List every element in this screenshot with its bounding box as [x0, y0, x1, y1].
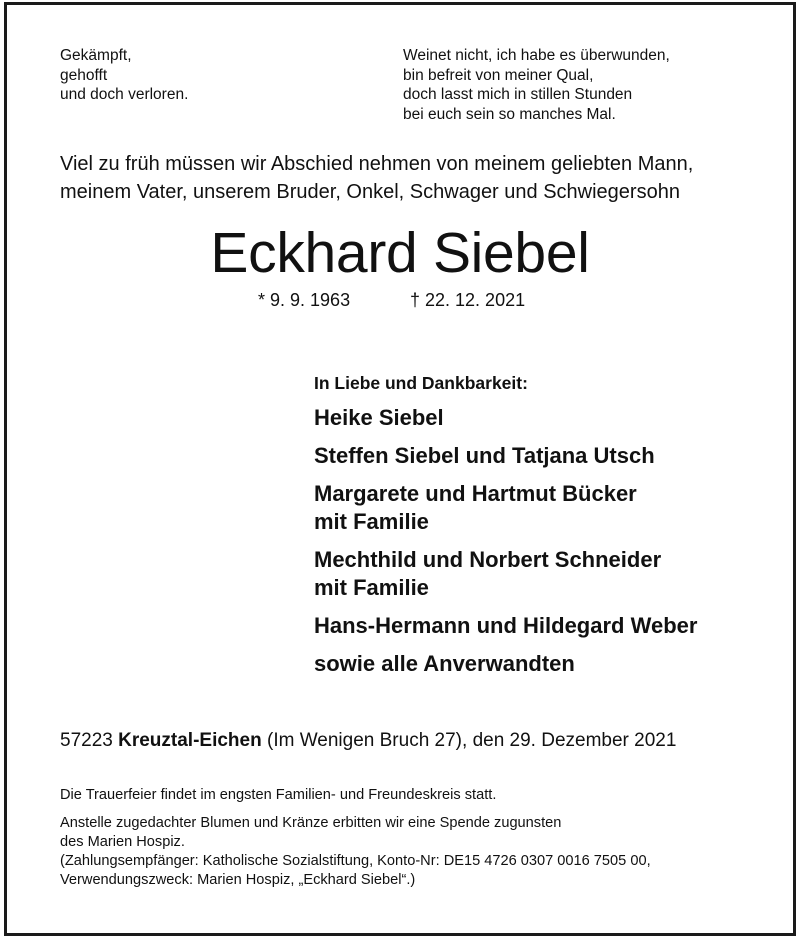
intro-line: Viel zu früh müssen wir Abschied nehmen von meinem geliebten Mann, — [60, 153, 694, 175]
death-date: † 22. 12. 2021 — [410, 290, 526, 310]
mourner-entry — [314, 612, 784, 640]
deceased-name: Eckhard Siebel — [210, 221, 590, 285]
mourner-line: sowie alle Anverwandten — [314, 651, 575, 676]
mourners-heading: In Liebe und Dankbarkeit: — [314, 373, 528, 393]
mourner-line: Heike Siebel — [314, 405, 444, 430]
mourner-line: mit Familie — [314, 575, 429, 600]
birth-date: * 9. 9. 1963 — [258, 290, 351, 310]
donation-line: Anstelle zugedachter Blumen und Kränze erbitten wir eine Spende zugunsten — [60, 815, 562, 831]
mourner-line: mit Familie — [314, 509, 429, 534]
mourner-line: Hans-Hermann und Hildegard Weber — [314, 613, 698, 638]
poem-left-line: und doch verloren. — [60, 86, 189, 103]
mourner-entry — [314, 442, 784, 470]
ceremony-note: Die Trauerfeier findet im engsten Familien- und Freundeskreis statt. — [60, 787, 497, 803]
mourner-line: Steffen Siebel und Tatjana Utsch — [314, 443, 655, 468]
mourners-list — [314, 372, 784, 688]
donation-line: (Zahlungsempfänger: Katholische Sozialstiftung, Konto-Nr: DE15 4726 0307 0016 7505 00, — [60, 853, 651, 869]
mourner-line: Margarete und Hartmut Bücker — [314, 481, 637, 506]
mourner-entry — [314, 546, 784, 602]
poem-right-line: Weinet nicht, ich habe es überwunden, — [403, 47, 670, 64]
poem-right-line: doch lasst mich in stillen Stunden — [403, 86, 633, 103]
poem-right — [403, 46, 670, 124]
poem-left — [60, 46, 188, 105]
address-rest: (Im Wenigen Bruch 27), den 29. Dezember 2021 — [267, 730, 677, 751]
mourner-entry — [314, 480, 784, 536]
poem-left-line: Gekämpft, — [60, 47, 132, 64]
address-line — [60, 729, 676, 753]
mourner-entry — [314, 404, 784, 432]
address-town: Kreuztal-Eichen — [118, 730, 262, 751]
intro-text — [60, 150, 760, 206]
notes — [60, 786, 780, 890]
poem-left-line: gehofft — [60, 66, 108, 84]
address-postcode: 57223 — [60, 730, 113, 751]
poem-right-line: bei euch sein so manches Mal. — [403, 105, 616, 123]
mourner-entry — [314, 650, 784, 678]
donation-line: Verwendungszweck: Marien Hospiz, „Eckhard Siebel“.) — [60, 872, 416, 888]
donation-line: des Marien Hospiz. — [60, 834, 185, 850]
intro-line: meinem Vater, unserem Bruder, Onkel, Schwager und Schwiegersohn — [60, 181, 680, 203]
poem-right-line: bin befreit von meiner Qual, — [403, 66, 594, 84]
mourner-line: Mechthild und Norbert Schneider — [314, 547, 662, 572]
donation-note — [60, 814, 780, 890]
